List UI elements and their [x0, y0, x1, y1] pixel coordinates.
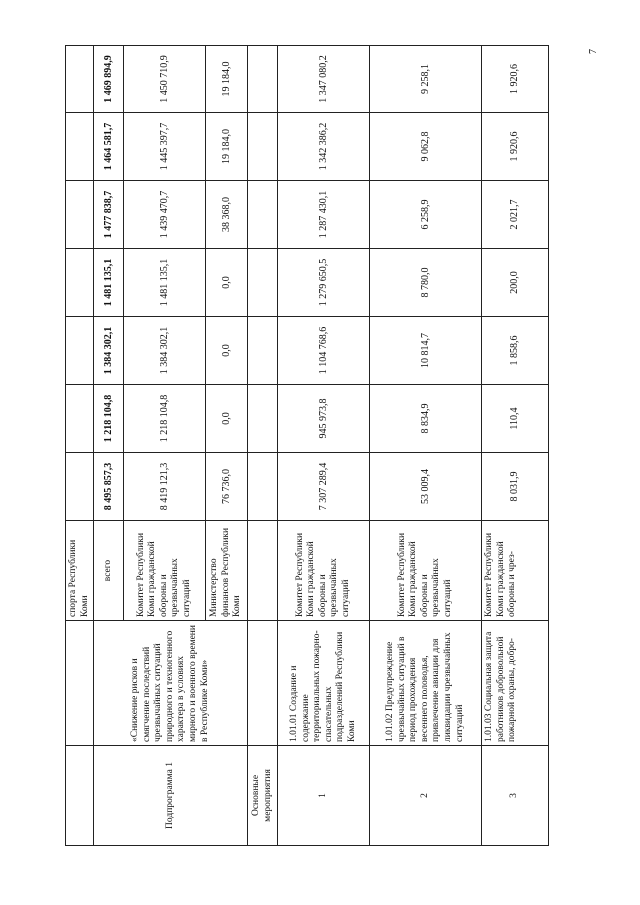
page-number: 7: [588, 49, 599, 54]
year-cell: 1 450 710,9: [124, 46, 206, 113]
name-cell: 1.01.03 Социальная защита работников добровольной пожарной охраны, добро-: [482, 621, 549, 746]
total-cell: 8 419 121,3: [124, 453, 206, 521]
year-cell: 1 439 470,7: [124, 181, 206, 249]
year-cell: 0,0: [206, 249, 248, 317]
year-cell: 1 477 838,7: [94, 181, 124, 249]
year-cell: 1 464 581,7: [94, 113, 124, 181]
year-cell: 2 021,7: [482, 181, 549, 249]
name-cell: 1.01.01 Создание и содержание территориальных пожарно-спасательных подразделений Республики Коми: [278, 621, 370, 746]
year-cell: [248, 113, 278, 181]
executor-cell: Комитет Республики Коми гражданской обороны и чрезвычайных ситуаций: [278, 521, 370, 621]
year-cell: 8 834,9: [370, 385, 482, 453]
year-cell: [248, 385, 278, 453]
executor-cell: всего: [94, 521, 124, 621]
table-row: [278, 46, 370, 846]
executor-cell: Министерство финансов Республики Коми: [206, 521, 248, 621]
executor-cell: Комитет Республики Коми гражданской обороны и чрезвычайных ситуаций: [124, 521, 206, 621]
executor-cell: Комитет Республики Коми гражданской обороны и чрезвычайных ситуаций: [370, 521, 482, 621]
total-cell: 7 307 289,4: [278, 453, 370, 521]
year-cell: 1 920,6: [482, 46, 549, 113]
year-cell: 8 780,0: [370, 249, 482, 317]
year-cell: 1 445 397,7: [124, 113, 206, 181]
table-row: [370, 46, 482, 846]
year-cell: 1 858,6: [482, 317, 549, 385]
year-cell: 9 062,8: [370, 113, 482, 181]
year-cell: 0,0: [206, 385, 248, 453]
year-cell: [66, 385, 94, 453]
total-cell: 76 736,0: [206, 453, 248, 521]
table-row: [482, 46, 549, 846]
year-cell: 0,0: [206, 317, 248, 385]
name-cell: «Снижение рисков и смягчение последствий чрезвычайных ситуаций природного и техногенного характера в условиях мирного и военного времени в Республике Коми»: [94, 621, 248, 746]
total-cell: 8 031,9: [482, 453, 549, 521]
year-cell: 1 384 302,1: [94, 317, 124, 385]
year-cell: 945 973,8: [278, 385, 370, 453]
year-cell: 1 481 135,1: [124, 249, 206, 317]
executor-cell: спорта Республики Коми: [66, 521, 94, 621]
status-cell: Основные мероприятия: [248, 746, 278, 846]
executor-cell: Комитет Республики Коми гражданской обороны и чрез-: [482, 521, 549, 621]
year-cell: [248, 317, 278, 385]
year-cell: 10 814,7: [370, 317, 482, 385]
year-cell: 1 469 894,9: [94, 46, 124, 113]
table-row: [94, 46, 124, 846]
year-cell: 1 347 080,2: [278, 46, 370, 113]
name-cell: [248, 621, 278, 746]
name-cell: [66, 621, 94, 746]
year-cell: 1 920,6: [482, 113, 549, 181]
budget-table: [65, 45, 549, 846]
year-cell: 1 342 386,2: [278, 113, 370, 181]
table-row: [248, 46, 278, 846]
table-row: [66, 46, 94, 846]
year-cell: [66, 317, 94, 385]
status-cell: 1: [278, 746, 370, 846]
year-cell: [66, 181, 94, 249]
year-cell: 1 287 430,1: [278, 181, 370, 249]
total-cell: [66, 453, 94, 521]
year-cell: 1 481 135,1: [94, 249, 124, 317]
rotated-table-page: [65, 46, 548, 846]
status-cell: 3: [482, 746, 549, 846]
year-cell: 1 218 104,8: [124, 385, 206, 453]
year-cell: 6 258,9: [370, 181, 482, 249]
year-cell: 200,0: [482, 249, 549, 317]
year-cell: 19 184,0: [206, 46, 248, 113]
executor-cell: [248, 521, 278, 621]
year-cell: 1 218 104,8: [94, 385, 124, 453]
year-cell: 1 104 768,6: [278, 317, 370, 385]
name-cell: 1.01.02 Предупреждение чрезвычайных ситуаций в период прохождения весеннего половодья, привлечение авиации для ликвидации чрезвычайных ситуаций: [370, 621, 482, 746]
status-cell: [66, 746, 94, 846]
year-cell: 38 368,0: [206, 181, 248, 249]
total-cell: 8 495 857,3: [94, 453, 124, 521]
total-cell: [248, 453, 278, 521]
year-cell: [66, 46, 94, 113]
year-cell: [66, 113, 94, 181]
year-cell: 1 384 302,1: [124, 317, 206, 385]
year-cell: [248, 46, 278, 113]
year-cell: [248, 249, 278, 317]
total-cell: 53 009,4: [370, 453, 482, 521]
status-cell: Подпрограмма 1: [94, 746, 248, 846]
status-cell: 2: [370, 746, 482, 846]
year-cell: 110,4: [482, 385, 549, 453]
year-cell: 1 279 650,5: [278, 249, 370, 317]
year-cell: 19 184,0: [206, 113, 248, 181]
year-cell: [248, 181, 278, 249]
year-cell: 9 258,1: [370, 46, 482, 113]
year-cell: [66, 249, 94, 317]
